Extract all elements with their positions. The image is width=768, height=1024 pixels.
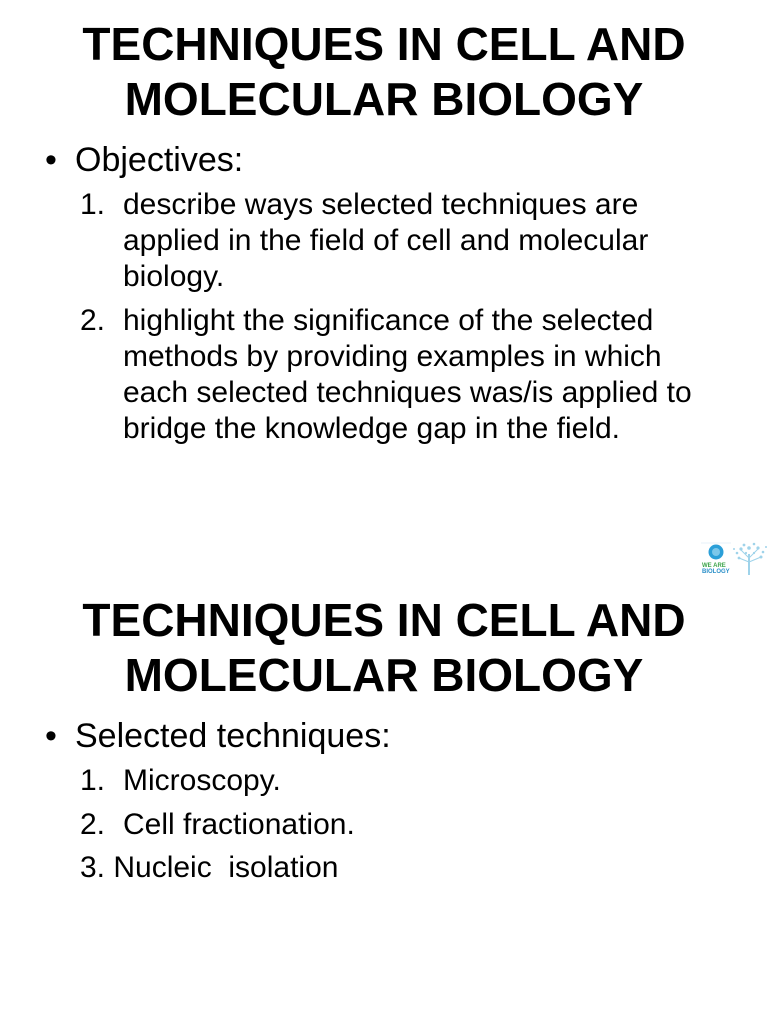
list-item-number: 1. xyxy=(80,188,106,221)
bullet-symbol: • xyxy=(45,141,57,179)
list-item xyxy=(0,187,768,295)
globe-inner xyxy=(712,548,720,556)
list-item xyxy=(0,807,768,843)
list-item-text: describe ways selected techniques are applied in the field of cell and molecular biology. xyxy=(123,188,649,293)
list-item-number: 1. xyxy=(80,764,106,797)
bullet-selected-techniques xyxy=(0,716,768,756)
we-are-biology-logo xyxy=(699,540,768,576)
bullet-label: Selected techniques: xyxy=(75,717,391,755)
slide-title: TECHNIQUES IN CELL AND MOLECULAR BIOLOGY xyxy=(82,18,686,125)
list-item-text: Cell fractionation. xyxy=(123,808,355,841)
list-item-text: 3. Nucleic isolation xyxy=(80,851,339,884)
logo-text-line2: BIOLOGY xyxy=(702,569,730,575)
logo-text-line1: WE ARE xyxy=(702,563,726,569)
tree-icon xyxy=(733,543,767,575)
list-item xyxy=(0,850,768,886)
bullet-symbol: • xyxy=(45,717,57,755)
slide-2 xyxy=(0,576,768,1024)
slide-title: TECHNIQUES IN CELL AND MOLECULAR BIOLOGY xyxy=(82,594,686,701)
list-item-number: 2. xyxy=(80,808,106,841)
list-item xyxy=(0,763,768,799)
bullet-label: Objectives: xyxy=(75,141,244,179)
list-item-number: 2. xyxy=(80,304,106,337)
list-item xyxy=(0,303,768,447)
list-item-text: Microscopy. xyxy=(123,764,281,797)
list-item-text: highlight the significance of the selected methods by providing examples in which each selected techniques was/is applied to bridge the knowledge gap in the field. xyxy=(123,304,692,445)
bullet-objectives xyxy=(0,140,768,180)
